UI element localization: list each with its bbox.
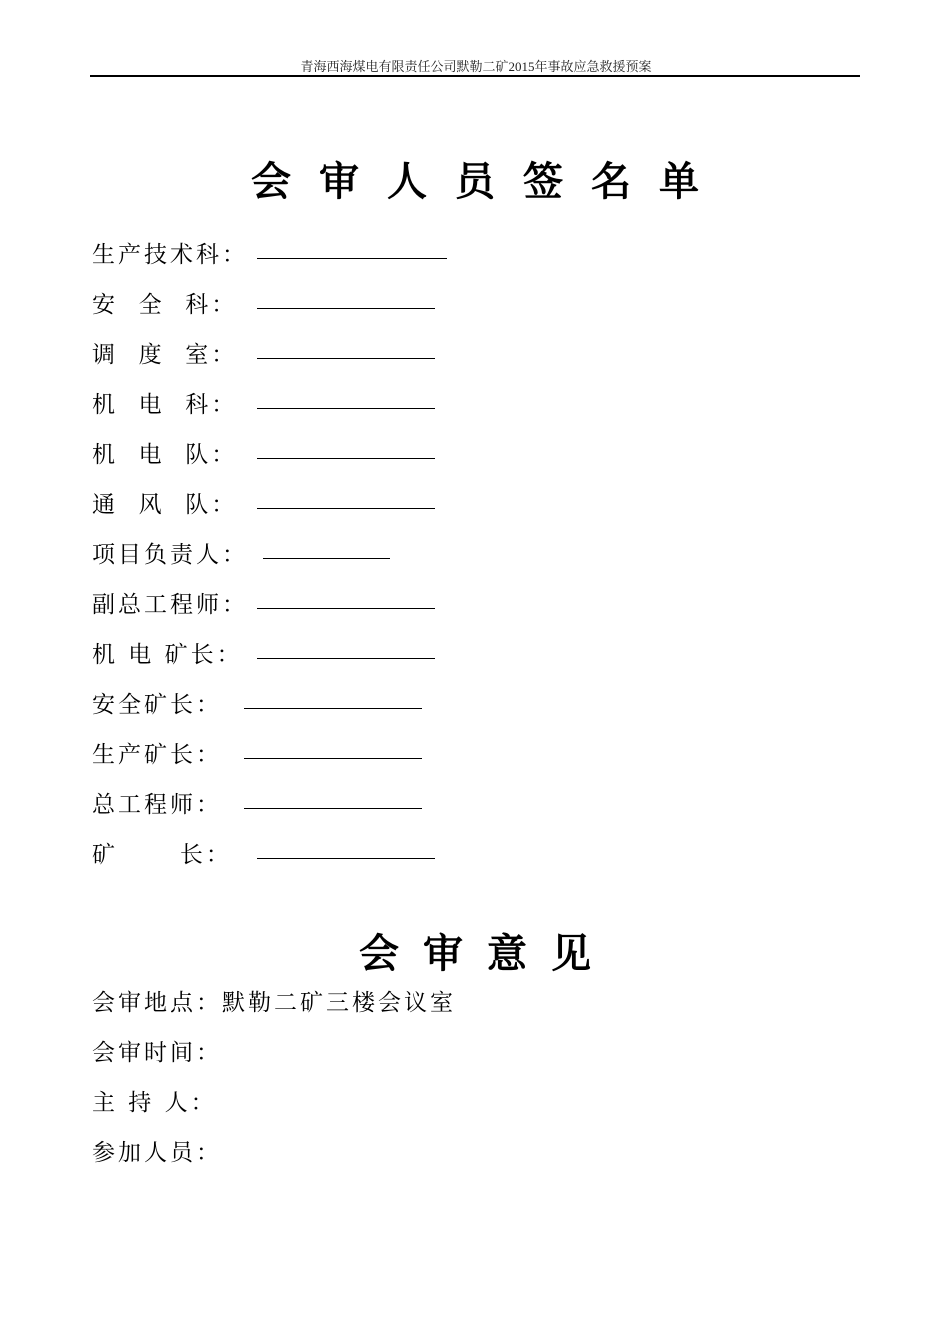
signer-label: 调 度 室： [92,342,238,368]
signer-label: 总工程师： [92,792,222,818]
signer-label: 机 电 队： [92,442,238,468]
review-host-label: 主 持 人： [92,1090,217,1116]
signature-line[interactable] [257,408,435,409]
signer-label: 副总工程师： [92,592,248,618]
signer-label: 项目负责人： [92,542,248,568]
signer-label: 安 全 科： [92,292,238,318]
signer-label: 机 电 矿长： [92,642,243,668]
signer-label: 矿 长： [92,842,232,868]
signature-line[interactable] [263,558,390,559]
signature-line[interactable] [257,458,435,459]
title-char: 审 [423,931,463,977]
signature-line[interactable] [257,508,435,509]
review-location-value: 默勒二矿三楼会议室 [222,990,456,1016]
title-char: 签 [523,159,563,205]
signer-label: 安全矿长： [92,692,222,718]
signature-list-title [0,150,950,207]
title-char: 人 [387,159,427,205]
signature-line[interactable] [257,358,435,359]
signature-line[interactable] [257,658,435,659]
signature-line[interactable] [257,308,435,309]
title-char: 见 [551,931,591,977]
signer-label: 机 电 科： [92,392,238,418]
signature-line[interactable] [244,808,422,809]
review-location [92,984,456,1017]
signer-label: 通 风 队： [92,492,238,518]
signature-line[interactable] [257,258,447,259]
signature-line[interactable] [244,758,422,759]
title-char: 名 [591,159,631,205]
signer-label: 生产矿长： [92,742,222,768]
signer-label: 生产技术科： [92,242,248,268]
title-char: 单 [659,159,699,205]
review-location-label: 会审地点： [92,990,222,1016]
signature-line[interactable] [257,608,435,609]
title-char: 审 [319,159,359,205]
title-char: 会 [359,931,399,977]
review-time-label: 会审时间： [92,1040,222,1066]
title-char: 意 [487,931,527,977]
review-participants-label: 参加人员： [92,1140,222,1166]
page-header: 青海西海煤电有限责任公司默勒二矿2015年事故应急救援预案 [300,59,652,74]
review-opinion-title [0,922,950,979]
title-char: 员 [455,159,495,205]
signature-line[interactable] [257,858,435,859]
title-char: 会 [251,159,291,205]
signature-line[interactable] [244,708,422,709]
header-rule [90,75,860,77]
